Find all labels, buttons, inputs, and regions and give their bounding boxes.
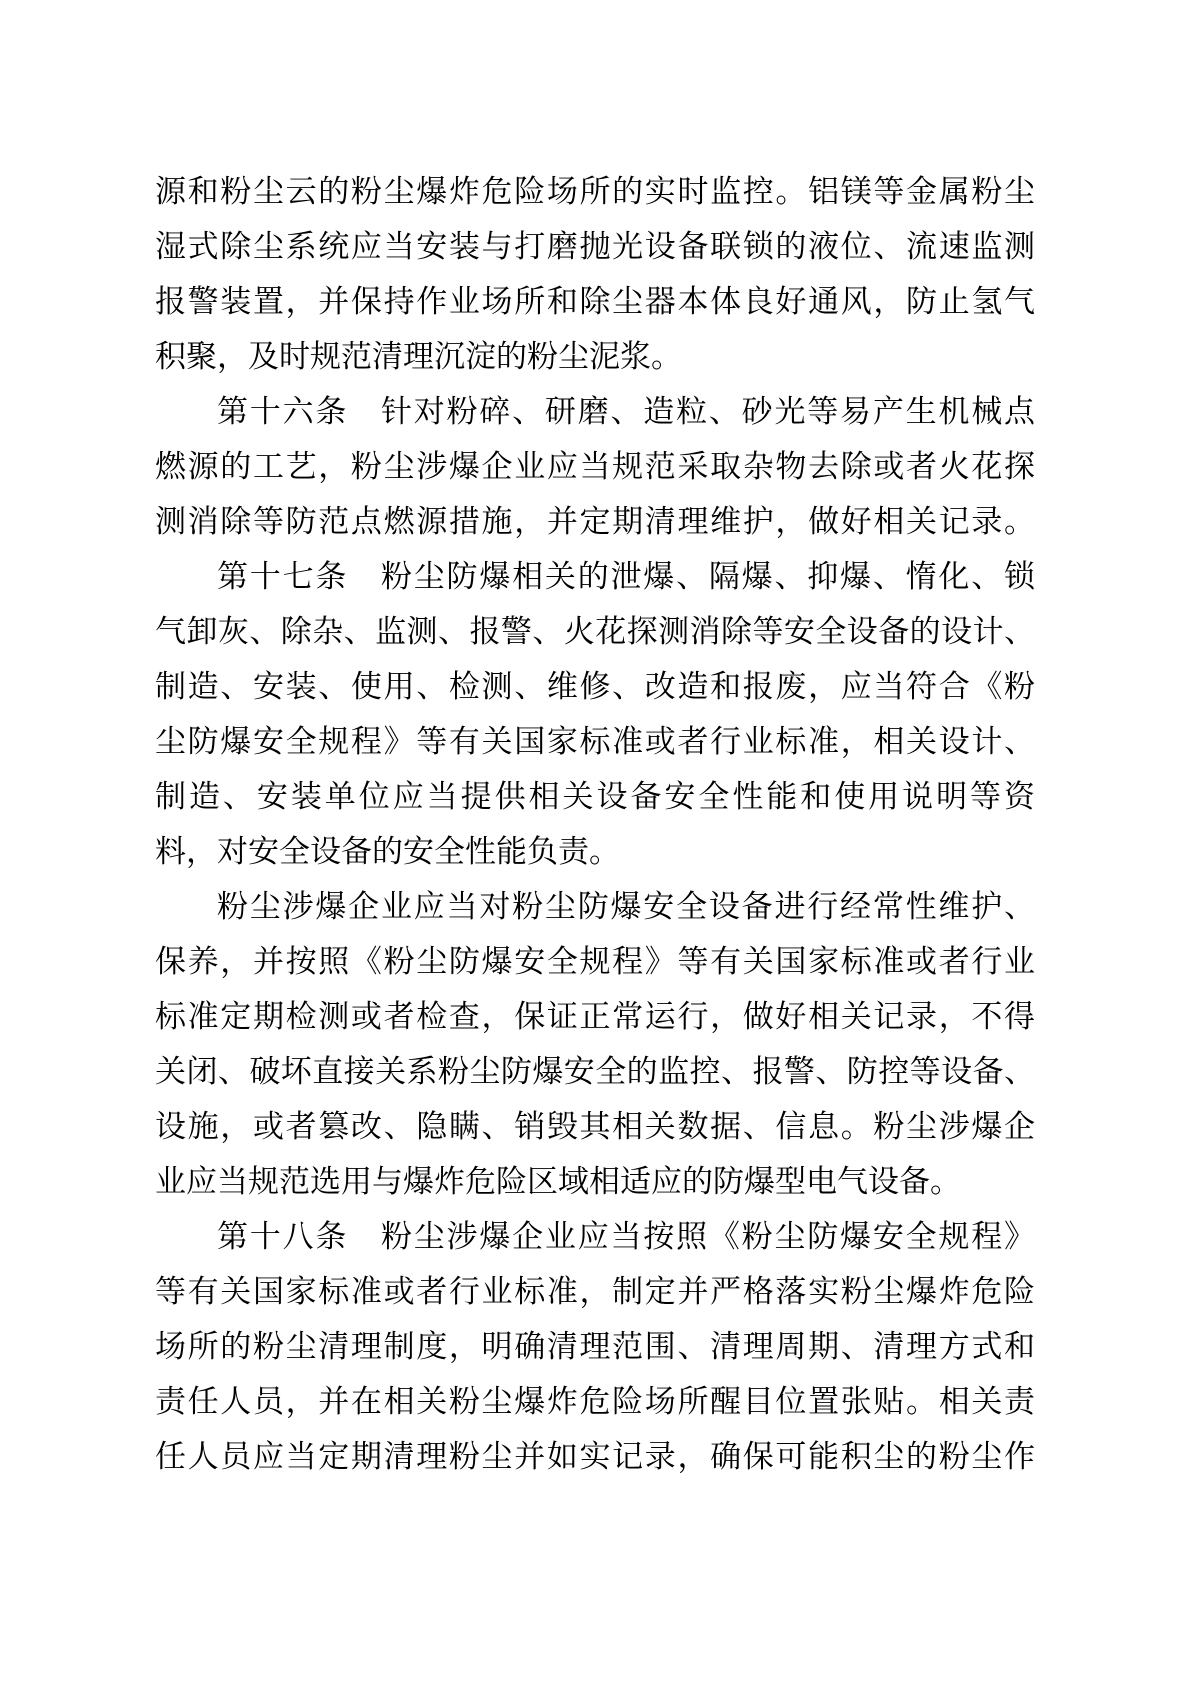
- text-line: 关闭、破坏直接关系粉尘防爆安全的监控、报警、防控等设备、: [155, 1054, 1035, 1089]
- text-line: 第十八条 粉尘涉爆企业应当按照《粉尘防爆安全规程》: [217, 1219, 1035, 1254]
- para-article-18: [155, 1209, 1035, 1484]
- text-line: 尘防爆安全规程》等有关国家标准或者行业标准，相关设计、: [155, 724, 1035, 759]
- text-line: 燃源的工艺，粉尘涉爆企业应当规范采取杂物去除或者火花探: [155, 449, 1035, 484]
- text-line: 报警装置，并保持作业场所和除尘器本体良好通风，防止氢气: [155, 284, 1035, 319]
- text-line: 源和粉尘云的粉尘爆炸危险场所的实时监控。铝镁等金属粉尘: [155, 174, 1035, 209]
- text-line: 场所的粉尘清理制度，明确清理范围、清理周期、清理方式和: [155, 1329, 1035, 1364]
- text-line: 第十七条 粉尘防爆相关的泄爆、隔爆、抑爆、惰化、锁: [217, 559, 1035, 594]
- text-line: 制造、安装、使用、检测、维修、改造和报废，应当符合《粉: [155, 669, 1035, 704]
- text-line: 料，对安全设备的安全性能负责。: [155, 834, 620, 869]
- text-line: 制造、安装单位应当提供相关设备安全性能和使用说明等资: [155, 779, 1035, 814]
- text-line: 责任人员，并在相关粉尘爆炸危险场所醒目位置张贴。相关责: [155, 1384, 1035, 1419]
- text-line: 业应当规范选用与爆炸危险区域相适应的防爆型电气设备。: [155, 1164, 961, 1199]
- text-line: 设施，或者篡改、隐瞒、销毁其相关数据、信息。粉尘涉爆企: [155, 1109, 1035, 1144]
- para-continuation-hydrogen-monitoring: [155, 164, 1035, 384]
- text-line: 测消除等防范点燃源措施，并定期清理维护，做好相关记录。: [155, 504, 1035, 539]
- text-line: 第十六条 针对粉碎、研磨、造粒、砂光等易产生机械点: [217, 394, 1035, 429]
- para-article-17: [155, 549, 1035, 879]
- document-body: [155, 164, 1035, 1484]
- text-line: 标准定期检测或者检查，保证正常运行，做好相关记录，不得: [155, 999, 1035, 1034]
- para-article-17-clause-2: [155, 879, 1035, 1209]
- text-line: 积聚，及时规范清理沉淀的粉尘泥浆。: [155, 339, 682, 374]
- text-line: 湿式除尘系统应当安装与打磨抛光设备联锁的液位、流速监测: [155, 229, 1035, 264]
- para-article-16: [155, 384, 1035, 549]
- text-line: 保养，并按照《粉尘防爆安全规程》等有关国家标准或者行业: [155, 944, 1035, 979]
- text-line: 等有关国家标准或者行业标准，制定并严格落实粉尘爆炸危险: [155, 1274, 1035, 1309]
- text-line: 粉尘涉爆企业应当对粉尘防爆安全设备进行经常性维护、: [217, 889, 1035, 924]
- text-line: 气卸灰、除杂、监测、报警、火花探测消除等安全设备的设计、: [155, 614, 1035, 649]
- text-line: 任人员应当定期清理粉尘并如实记录，确保可能积尘的粉尘作: [155, 1439, 1035, 1474]
